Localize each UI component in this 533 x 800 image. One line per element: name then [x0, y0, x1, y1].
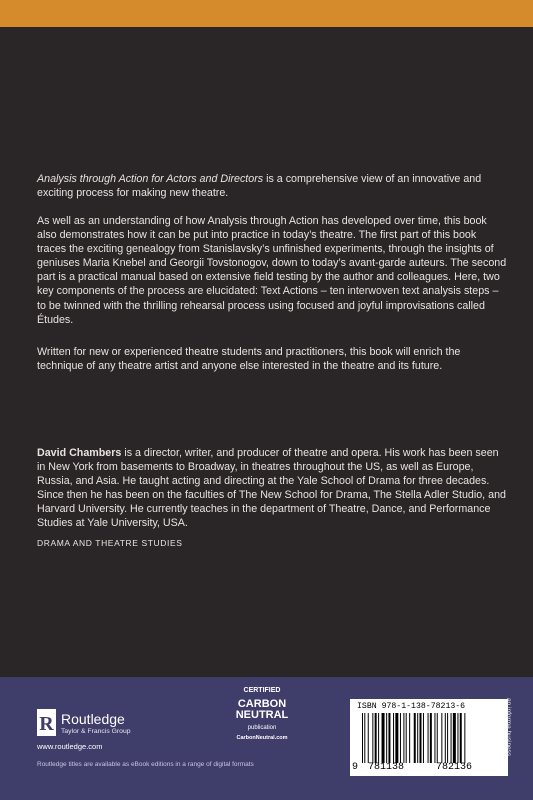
carbon-site: CarbonNeutral.com: [236, 735, 288, 741]
barcode-bar: [378, 713, 379, 763]
barcode-bar: [400, 713, 401, 763]
isbn-barcode-box: [350, 699, 508, 776]
carbon-line1: CARBON: [237, 698, 287, 710]
carbon-certified-label: CERTIFIED: [243, 687, 281, 694]
barcode-bar: [368, 713, 369, 763]
barcode-icon: [362, 713, 502, 763]
intro-text: is a comprehensive view of an innovative and exciting process for making new theatre.: [37, 173, 482, 200]
barcode-bar: [409, 713, 410, 763]
barcode-first-digit: 9: [352, 762, 359, 773]
barcode-bar: [420, 713, 422, 763]
ebook-note: Routledge titles are available as eBook editions in a range of digital formats: [37, 761, 254, 768]
publisher-group: Taylor & Francis Group: [61, 728, 131, 735]
barcode-bar: [395, 713, 398, 763]
barcode-bar: [447, 713, 448, 763]
routledge-r-icon: [37, 709, 56, 736]
barcode-bar: [372, 713, 373, 763]
barcode-bar: [441, 713, 442, 763]
publisher-url[interactable]: www.routledge.com: [37, 742, 103, 751]
barcode-bar: [437, 713, 438, 763]
barcode-bar: [434, 713, 435, 763]
barcode-bar: [423, 713, 424, 763]
barcode-left-digits: 781138: [368, 762, 405, 773]
publisher-name: Routledge: [61, 711, 125, 727]
barcode-bar: [364, 713, 365, 763]
barcode-bar: [388, 713, 390, 763]
barcode-bar: [414, 713, 416, 763]
barcode-bar: [460, 713, 462, 763]
isbn-label: ISBN 978-1-138-78213-6: [357, 702, 466, 711]
barcode-bar: [464, 713, 465, 763]
description-body: As well as an understanding of how Analysis through Action has developed over time, this book also demonstrates how it can be put into practice in today’s theatre. The first part of this book traces the exciting genealogy from Stanislavsky’s unfinished experiments, through the insights of geniuses Maria Knebel and Georgii Tovstonogov, down to today’s avant-garde auteurs. The second part is a practical manual based on extensive field testing by the author and colleagues. Here, two key components of the process are elucidated: Text Actions – ten interwoven text analysis steps – to be twinned with the thrilling rehearsal process using focused and joyful improvisations called Études.: [37, 215, 507, 326]
barcode-bar: [430, 713, 432, 763]
carbon-publication: publication: [247, 725, 277, 731]
author-bio: [37, 446, 507, 531]
carbon-line2: NEUTRAL: [235, 709, 289, 721]
subject-category: DRAMA AND THEATRE STUDIES: [37, 538, 183, 548]
barcode-bar: [406, 713, 407, 763]
barcode-bar: [403, 713, 404, 763]
author-bio-text: is a director, writer, and producer of theatre and opera. His work has been seen in New York from basements to Broadway, in theatres throughout the US, as well as Europe, Russia, and Asia. He taught acting and directing at the Yale School of Drama for three decades. Since then he has been on the faculties of The New School for Drama, The Stella Adler Studio, and Harvard University. He currently teaches in the department of Theatre, Dance, and Performance Studies at Yale University, USA.: [37, 447, 506, 530]
barcode-bar: [417, 713, 418, 763]
barcode-bar: [451, 713, 452, 763]
book-title-italic: Analysis through Action for Actors and Directors: [37, 173, 264, 185]
barcode-bar: [453, 713, 456, 763]
barcode-bar: [428, 713, 429, 763]
top-accent-bar: [0, 0, 533, 27]
description-audience: Written for new or experienced theatre students and practitioners, this book will enrich the technique of any theatre artist and anyone else interested in the theatre and its future.: [37, 346, 461, 373]
barcode-bar: [375, 713, 377, 763]
informa-business: an informa business: [505, 698, 512, 757]
author-name: David Chambers: [37, 447, 122, 459]
svg-text:R: R: [39, 713, 54, 735]
back-cover-body: [0, 27, 533, 677]
barcode-bar: [382, 713, 385, 763]
barcode-bar: [386, 713, 387, 763]
barcode-right-digits: 782136: [436, 762, 473, 773]
description-intro: [37, 172, 507, 200]
barcode-bar: [362, 713, 363, 763]
barcode-bar: [445, 713, 446, 763]
carbon-neutral-icon: [228, 683, 296, 745]
routledge-logo: [37, 709, 157, 739]
publisher-footer: [0, 677, 533, 800]
barcode-bar: [393, 713, 394, 763]
barcode-bar: [457, 713, 458, 763]
